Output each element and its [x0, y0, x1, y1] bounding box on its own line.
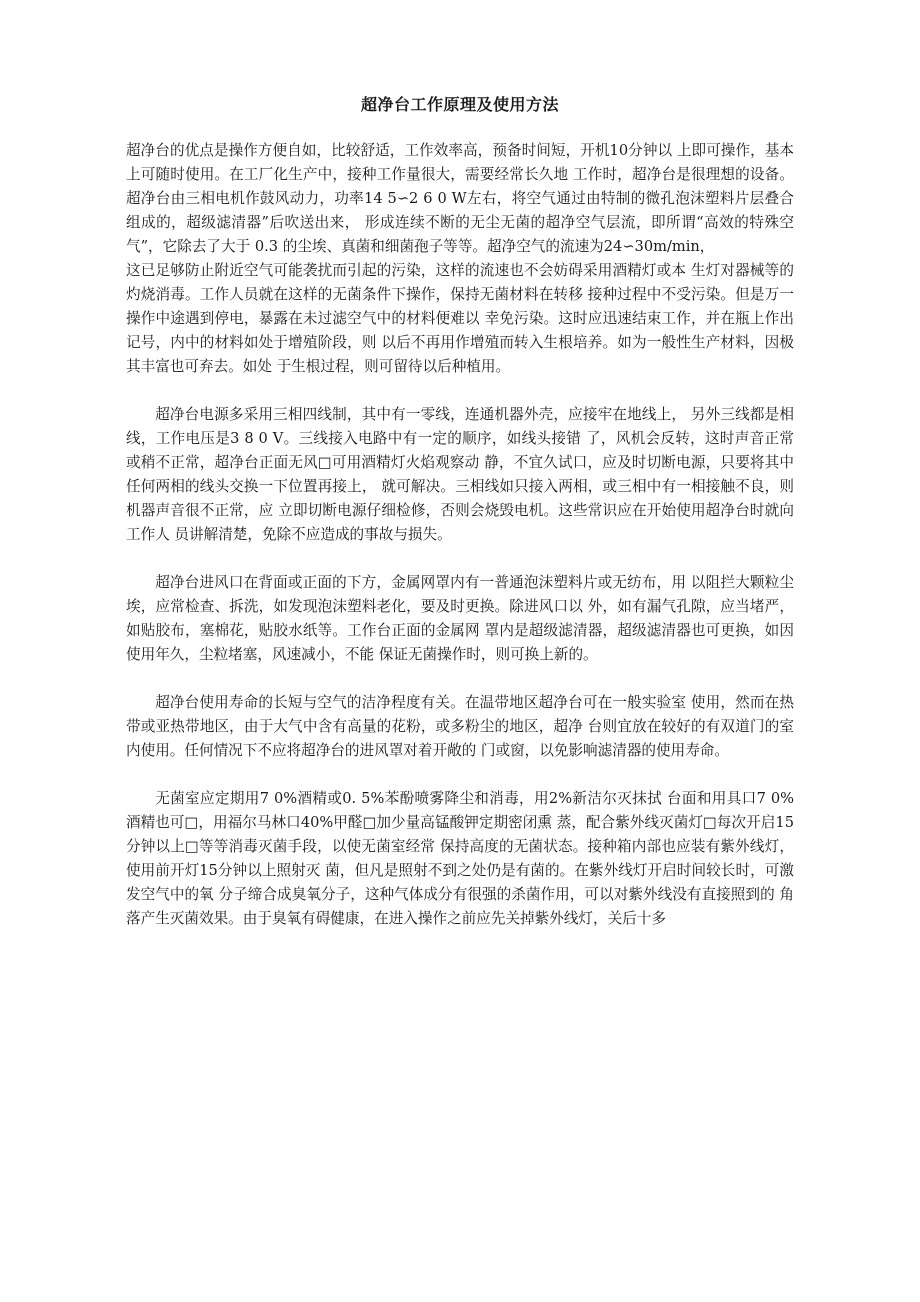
paragraph-advantages-continued: 这已足够防止附近空气可能袭扰而引起的污染，这样的流速也不会妨碍采用酒精灯或本 生灯对器械等的灼烧消毒。工作人员就在这样的无菌条件下操作，保持无菌材料在转移 接种过程中不受污染。但是万一操作中途遇到停电，暴露在未过滤空气中的材料便难以 幸免污染。这时应迅速结束工作，并在瓶上作出记号，内中的材料如处于增殖阶段，则 以后不再用作增殖而转入生根培养。如为一般性生产材料，因极其丰富也可弃去。如处 于生根过程，则可留待以后种植用。	[126, 262, 794, 375]
document-body	[126, 139, 794, 931]
paragraph-advantages: 超净台的优点是操作方便自如，比较舒适，工作效率高，预备时间短，开机10分钟以 上即可操作，基本上可随时使用。在工厂化生产中，接种工作量很大，需要经常长久地 工作时，超净台是很理想的设备。超净台由三相电机作鼓风动力，功率14 5∽2 6 0 W左右，将空气通过由特制的微孔泡沫塑料片层叠合组成的，超级滤清器”后吹送出来， 形成连续不断的无尘无菌的超净空气层流，即所谓“高效的特殊空气”，它除去了大于 0.3 的尘埃、真菌和细菌孢子等等。超净空气的流速为24∽30m/min，	[126, 142, 794, 255]
paragraph-power-supply: 超净台电源多采用三相四线制，其中有一零线，连通机器外壳，应接牢在地线上， 另外三线都是相线，工作电压是3 8 0 V。三线接入电路中有一定的顺序，如线头接错 了，风机会反转，这时声音正常或稍不正常，超净台正面无风□可用酒精灯火焰观察动 静，不宜久试口，应及时切断电源，只要将其中任何两相的线头交换一下位置再接上， 就可解决。三相线如只接入两相，或三相中有一相接触不良，则机器声音很不正常，应 立即切断电源仔细检修，否则会烧毁电机。这些常识应在开始使用超净台时就向工作人 员讲解清楚，免除不应造成的事故与损失。	[126, 406, 794, 543]
paragraph-sterilization: 无菌室应定期用7 0%酒精或0. 5%苯酚喷雾降尘和消毒，用2%新洁尔灭抹拭 台面和用具口7 0%酒精也可□，用福尔马林口40%甲醛□加少量高锰酸钾定期密闭熏 蒸，配合紫外线灭菌灯□每次开启15分钟以上□等等消毒灭菌手段，以使无菌室经常 保持高度的无菌状态。接种箱内部也应装有紫外线灯，使用前开灯15分钟以上照射灭 菌，但凡是照射不到之处仍是有菌的。在紫外线灯开启时间较长时，可激发空气中的氧 分子缔合成臭氧分子，这种气体成分有很强的杀菌作用，可以对紫外线没有直接照到的 角落产生灭菌效果。由于臭氧有碍健康，在进入操作之前应先关掉紫外线灯，关后十多	[126, 790, 794, 927]
document-title: 超净台工作原理及使用方法	[360, 95, 559, 114]
paragraph-air-inlet: 超净台进风口在背面或正面的下方，金属网罩内有一普通泡沫塑料片或无纺布，用 以阻拦大颗粒尘埃，应常检查、拆洗，如发现泡沫塑料老化，要及时更换。除进风口以 外，如有漏气孔隙，应当堵严，如贴胶布，塞棉花，贴胶水纸等。工作台正面的金属网 罩内是超级滤清器，超级滤清器也可更换，如因使用年久，尘粒堵塞，风速减小，不能 保证无菌操作时，则可换上新的。	[126, 574, 794, 663]
paragraph-service-life: 超净台使用寿命的长短与空气的洁净程度有关。在温带地区超净台可在一般实验室 使用，然而在热带或亚热带地区，由于大气中含有高量的花粉，或多粉尘的地区，超净 台则宜放在较好的有双道门的室内使用。任何情况下不应将超净台的进风罩对着开敞的 门或窗，以免影响滤清器的使用寿命。	[126, 694, 794, 759]
